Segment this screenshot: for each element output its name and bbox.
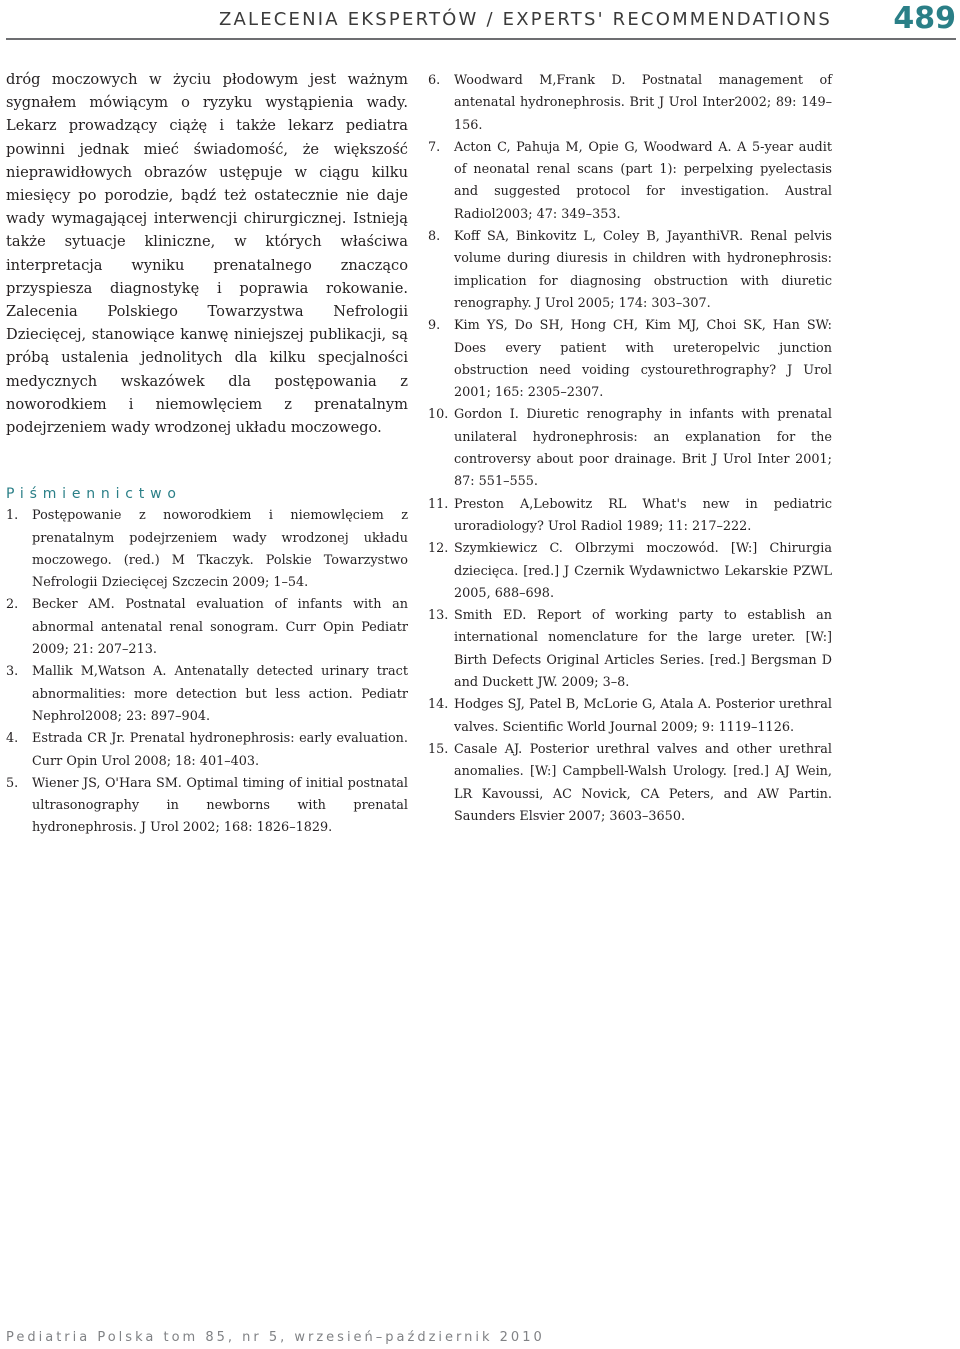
reference-number: 6. bbox=[428, 73, 441, 88]
reference-number: 11. bbox=[428, 496, 449, 512]
reference-item bbox=[428, 404, 832, 493]
reference-text: Acton C, Pahuja M, Opie G, Woodward A. A 5-year audit of neonatal renal scans (part 1): perpelxing pyelectasis and suggested protocol for investigation. Austral Radiol2003; 47: 349–353. bbox=[454, 139, 832, 222]
reference-number: 15. bbox=[428, 741, 449, 757]
reference-item bbox=[428, 694, 832, 739]
reference-item bbox=[428, 70, 832, 137]
reference-item bbox=[6, 773, 408, 840]
page-number: 489 bbox=[893, 1, 956, 36]
references-list-left bbox=[6, 505, 408, 839]
right-column bbox=[428, 70, 832, 828]
reference-number: 8. bbox=[428, 229, 441, 245]
reference-text: Casale AJ. Posterior urethral valves and other urethral anomalies. [W:] Campbell-Walsh Urology. [red.] AJ Wein, LR Kavoussi, AC Novick, CA Peters, and AW Partin. Saunders Elsvier 2007; 3603–3650. bbox=[454, 741, 832, 824]
reference-number: 5. bbox=[6, 775, 19, 791]
header-divider bbox=[6, 38, 956, 40]
reference-number: 4. bbox=[6, 731, 19, 747]
reference-item bbox=[428, 494, 832, 539]
reference-text: Estrada CR Jr. Prenatal hydronephrosis: early evaluation. Curr Opin Urol 2008; 18: 401–403. bbox=[32, 731, 408, 769]
reference-number: 13. bbox=[428, 608, 449, 624]
reference-item bbox=[6, 728, 408, 773]
reference-text: Mallik M,Watson A. Antenatally detected urinary tract abnormalities: more detection but less action. Pediatr Nephrol2008; 23: 897–904. bbox=[32, 664, 408, 724]
reference-text: Becker AM. Postnatal evaluation of infants with an abnormal antenatal renal sonogram. Curr Opin Pediatr 2009; 21: 207–213. bbox=[32, 597, 408, 658]
reference-item bbox=[428, 315, 832, 404]
reference-item bbox=[428, 739, 832, 828]
reference-number: 10. bbox=[428, 407, 449, 423]
reference-text: Szymkiewicz C. Olbrzymi moczowód. [W:] Chirurgia dziecięca. [red.] J Czernik Wydawnictwo Lekarskie PZWL 2005, 688–698. bbox=[454, 541, 832, 601]
left-column bbox=[6, 68, 408, 840]
journal-footer: Pediatria Polska tom 85, nr 5, wrzesień–październik 2010 bbox=[6, 1330, 545, 1345]
reference-text: Gordon I. Diuretic renography in infants with prenatal unilateral hydronephrosis: an explanation for the controversy about poor drainage. Brit J Urol Inter 2001; 87: 551–555. bbox=[454, 407, 832, 490]
reference-text: Wiener JS, O'Hara SM. Optimal timing of initial postnatal ultrasonography in newborns with prenatal hydronephrosis. J Urol 2002; 168: 1826–1829. bbox=[32, 775, 408, 836]
reference-item bbox=[6, 505, 408, 594]
running-header: ZALECENIA EKSPERTÓW / EXPERTS' RECOMMENDATIONS bbox=[218, 9, 832, 30]
reference-item bbox=[6, 661, 408, 728]
body-text bbox=[6, 68, 408, 439]
reference-item bbox=[428, 538, 832, 605]
reference-number: 7. bbox=[428, 139, 441, 155]
reference-number: 12. bbox=[428, 541, 449, 557]
body-paragraph: dróg moczowych w życiu płodowym jest ważnym sygnałem mówiącym o ryzyku wystąpienia wady. Lekarz prowadzący ciążę i także lekarz pediatra powinni jednak mieć świadomość, że większość nieprawidłowych obrazów ustępuje w ciągu kilku miesięcy po porodzie, bądź też ostatecznie nie daje wady wymagającej interwencji chirurgicznej. Istnieją także sytuacje kliniczne, w których właściwa interpretacja wyniku prenatalnego znacząco przyspiesza diagnostykę i poprawia rokowanie. Zalecenia Polskiego Towarzystwa Nefrologii Dziecięcej, stanowiące kanwę niniejszej publikacji, są próbą ustalenia jednolitych dla kilku specjalności medycznych wskazówek dla postępowania z noworodkiem i niemowlęciem z prenatalnym podejrzeniem wady wrodzonej układu moczowego. bbox=[6, 71, 408, 437]
reference-item bbox=[428, 137, 832, 226]
reference-text: Kim YS, Do SH, Hong CH, Kim MJ, Choi SK, Han SW: Does every patient with ureteropelvic junction obstruction need voiding cystourethrography? J Urol 2001; 165: 2305–2307. bbox=[454, 318, 832, 401]
reference-text: Postępowanie z noworodkiem i niemowlęciem z prenatalnym podejrzeniem wady wrodzonej układu moczowego. (red.) M Tkaczyk. Polskie Towarzystwo Nefrologii Dziecięcej Szczecin 2009; 1–54. bbox=[32, 508, 408, 591]
references-heading: Piśmiennictwo bbox=[6, 486, 182, 503]
reference-number: 2. bbox=[6, 597, 19, 613]
reference-item bbox=[6, 594, 408, 661]
reference-number: 3. bbox=[6, 664, 19, 680]
references-list-right bbox=[428, 70, 832, 828]
reference-item bbox=[428, 605, 832, 694]
reference-number: 1. bbox=[6, 508, 19, 524]
reference-text: Woodward M,Frank D. Postnatal management of antenatal hydronephrosis. Brit J Urol Inter2002; 89: 149–156. bbox=[454, 73, 832, 133]
reference-text: Hodges SJ, Patel B, McLorie G, Atala A. Posterior urethral valves. Scientific World Journal 2009; 9: 1119–1126. bbox=[454, 697, 832, 735]
reference-item bbox=[428, 226, 832, 315]
reference-number: 9. bbox=[428, 318, 441, 334]
reference-text: Preston A,Lebowitz RL What's new in pediatric uroradiology? Urol Radiol 1989; 11: 217–222. bbox=[454, 496, 832, 534]
reference-text: Smith ED. Report of working party to establish an international nomenclature for the large ureter. [W:] Birth Defects Original Articles Series. [red.] Bergsman D and Duckett JW. 2009; 3–8. bbox=[454, 608, 832, 691]
reference-text: Koff SA, Binkovitz L, Coley B, JayanthiVR. Renal pelvis volume during diuresis in children with hydronephrosis: implication for diagnosing obstruction with diuretic renography. J Urol 2005; 174: 303–307. bbox=[454, 229, 832, 311]
reference-number: 14. bbox=[428, 697, 449, 713]
